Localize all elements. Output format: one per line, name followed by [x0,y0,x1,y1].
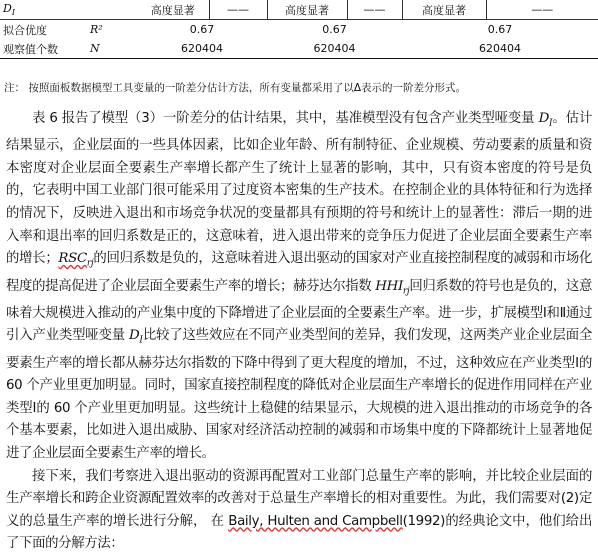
text-segment: 表 6 报告了模型（3）一阶差分的估计结果，其中，基准模型没有包含产业类型哑变量 [32,111,539,126]
text-segment: (1992)的经典论文中，他们给出了下面的分解方法： [6,513,593,552]
row-symbol: R² [90,23,103,36]
dummy-var-label: D [3,1,12,15]
paragraph-decomposition [6,466,592,556]
text-segment: 比较了这些效应在不同产业类型间的差异，我们发现，这两类产业企业层面全要素生产率的增长都从赫芬达尔指数的下降中得到了更大程度的增加，不过，这种效应在产业类型Ⅰ的 60 个产业里更加明显。同时，国家直接控制程度的降低对企业层面生产率增长的促进作用同样在产业类型Ⅰ的 60 个产业里更加明显。这些统计上稳健的结果显示，大规模的进入退出推动的市场竞争的各个基本要素，比如进入退出威胁、国家对经济活动控制的减弱和市场集中度的下降都统计上显著地促进了企业层面全要素生产率的增长。 [6,328,592,461]
row-label: 拟合优度 [3,23,47,37]
table-cell: —— [209,0,267,20]
table-cell: 0.67 [189,23,215,36]
text-segment: 。估计结果显示，企业层面的一些具体因素，比如企业年龄、所有制特征、企业规模、劳动要素的质量和资本密度对企业层面全要素生产率增长都产生了统计上显著的影响，其中，只有资本密度的符号是负的，它表明中国工业部门很可能采用了过度资本密集的生产技术。在控制企业的具体特征和行为选择的情况下，反映进入退出和市场竞争状况的变量都具有预期的符号和统计上的显著性：滞后一期的进入率和退出率的回归系数是正的，这意味着，进入退出带来的竞争压力促进了企业层面全要素生产率的增长； [6,111,592,267]
table-cell: 高度显著 [402,0,486,20]
table-cell: 0.67 [322,23,347,36]
regression-table-fragment [0,0,598,59]
citation-authors: Baily, Hulten and Campbell [228,513,403,529]
table-row-dummy [0,0,598,20]
row-label: 观察值个数 [0,39,72,59]
table-cell [72,0,137,20]
variable-subscript: rj [402,286,410,297]
table-cell: —— [486,0,598,20]
dummy-var-cell [0,0,72,20]
text-segment: 的回归系数是负的，这意味着进入退出驱动的国家对产业直接控制程度的减弱和市场化程度的提高促进了企业层面全要素生产率的增长；赫芬达尔指数 [6,251,592,294]
table-cell: 高度显著 [137,0,209,20]
table-cell: 高度显著 [267,0,347,20]
table-cell: 0.67 [487,23,513,36]
body-text [6,108,592,556]
table-cell: 620404 [402,39,598,59]
paragraph-results [6,108,592,466]
table-row-fit [0,20,598,40]
table-row-obs [0,39,598,59]
row-symbol: N [72,39,137,59]
variable-subscript: I [548,118,553,129]
variable-d: D [538,111,549,126]
variable-d: D [129,328,140,344]
text-segment: 接下来，我们考察进入退出驱动的资源再配置对工业部门总量生产率的影响，并比较企业层面的生产率增长和跨企业资源配置效率的改善对于总量生产率增长的相对重要性。为此，我们需要对(2)定义的总量生产率的增长进行分解， 在 [6,468,592,529]
text-segment: 回归系数的符号也是负的，这意味着大规模进入推动的产业集中度的下降增进了企业层面的全要素生产率。进一步，扩展模型Ⅰ和Ⅱ通过引入产业类型哑变量 [6,278,592,344]
variable-rsc: RSC [58,251,87,267]
table-cell: 620404 [267,39,402,59]
table-cell: 620404 [137,39,267,59]
table-cell: —— [347,0,402,20]
variable-subscript: rj [86,258,94,269]
variable-hhi: HHI [375,278,403,294]
table-note: 注： 按照面板数据模型工具变量的一阶差分估计方法，所有变量都采用了以Δ表示的一阶差分形式。 [4,82,467,94]
variable-subscript: I [139,336,143,347]
dummy-var-subscript: I [11,8,15,18]
